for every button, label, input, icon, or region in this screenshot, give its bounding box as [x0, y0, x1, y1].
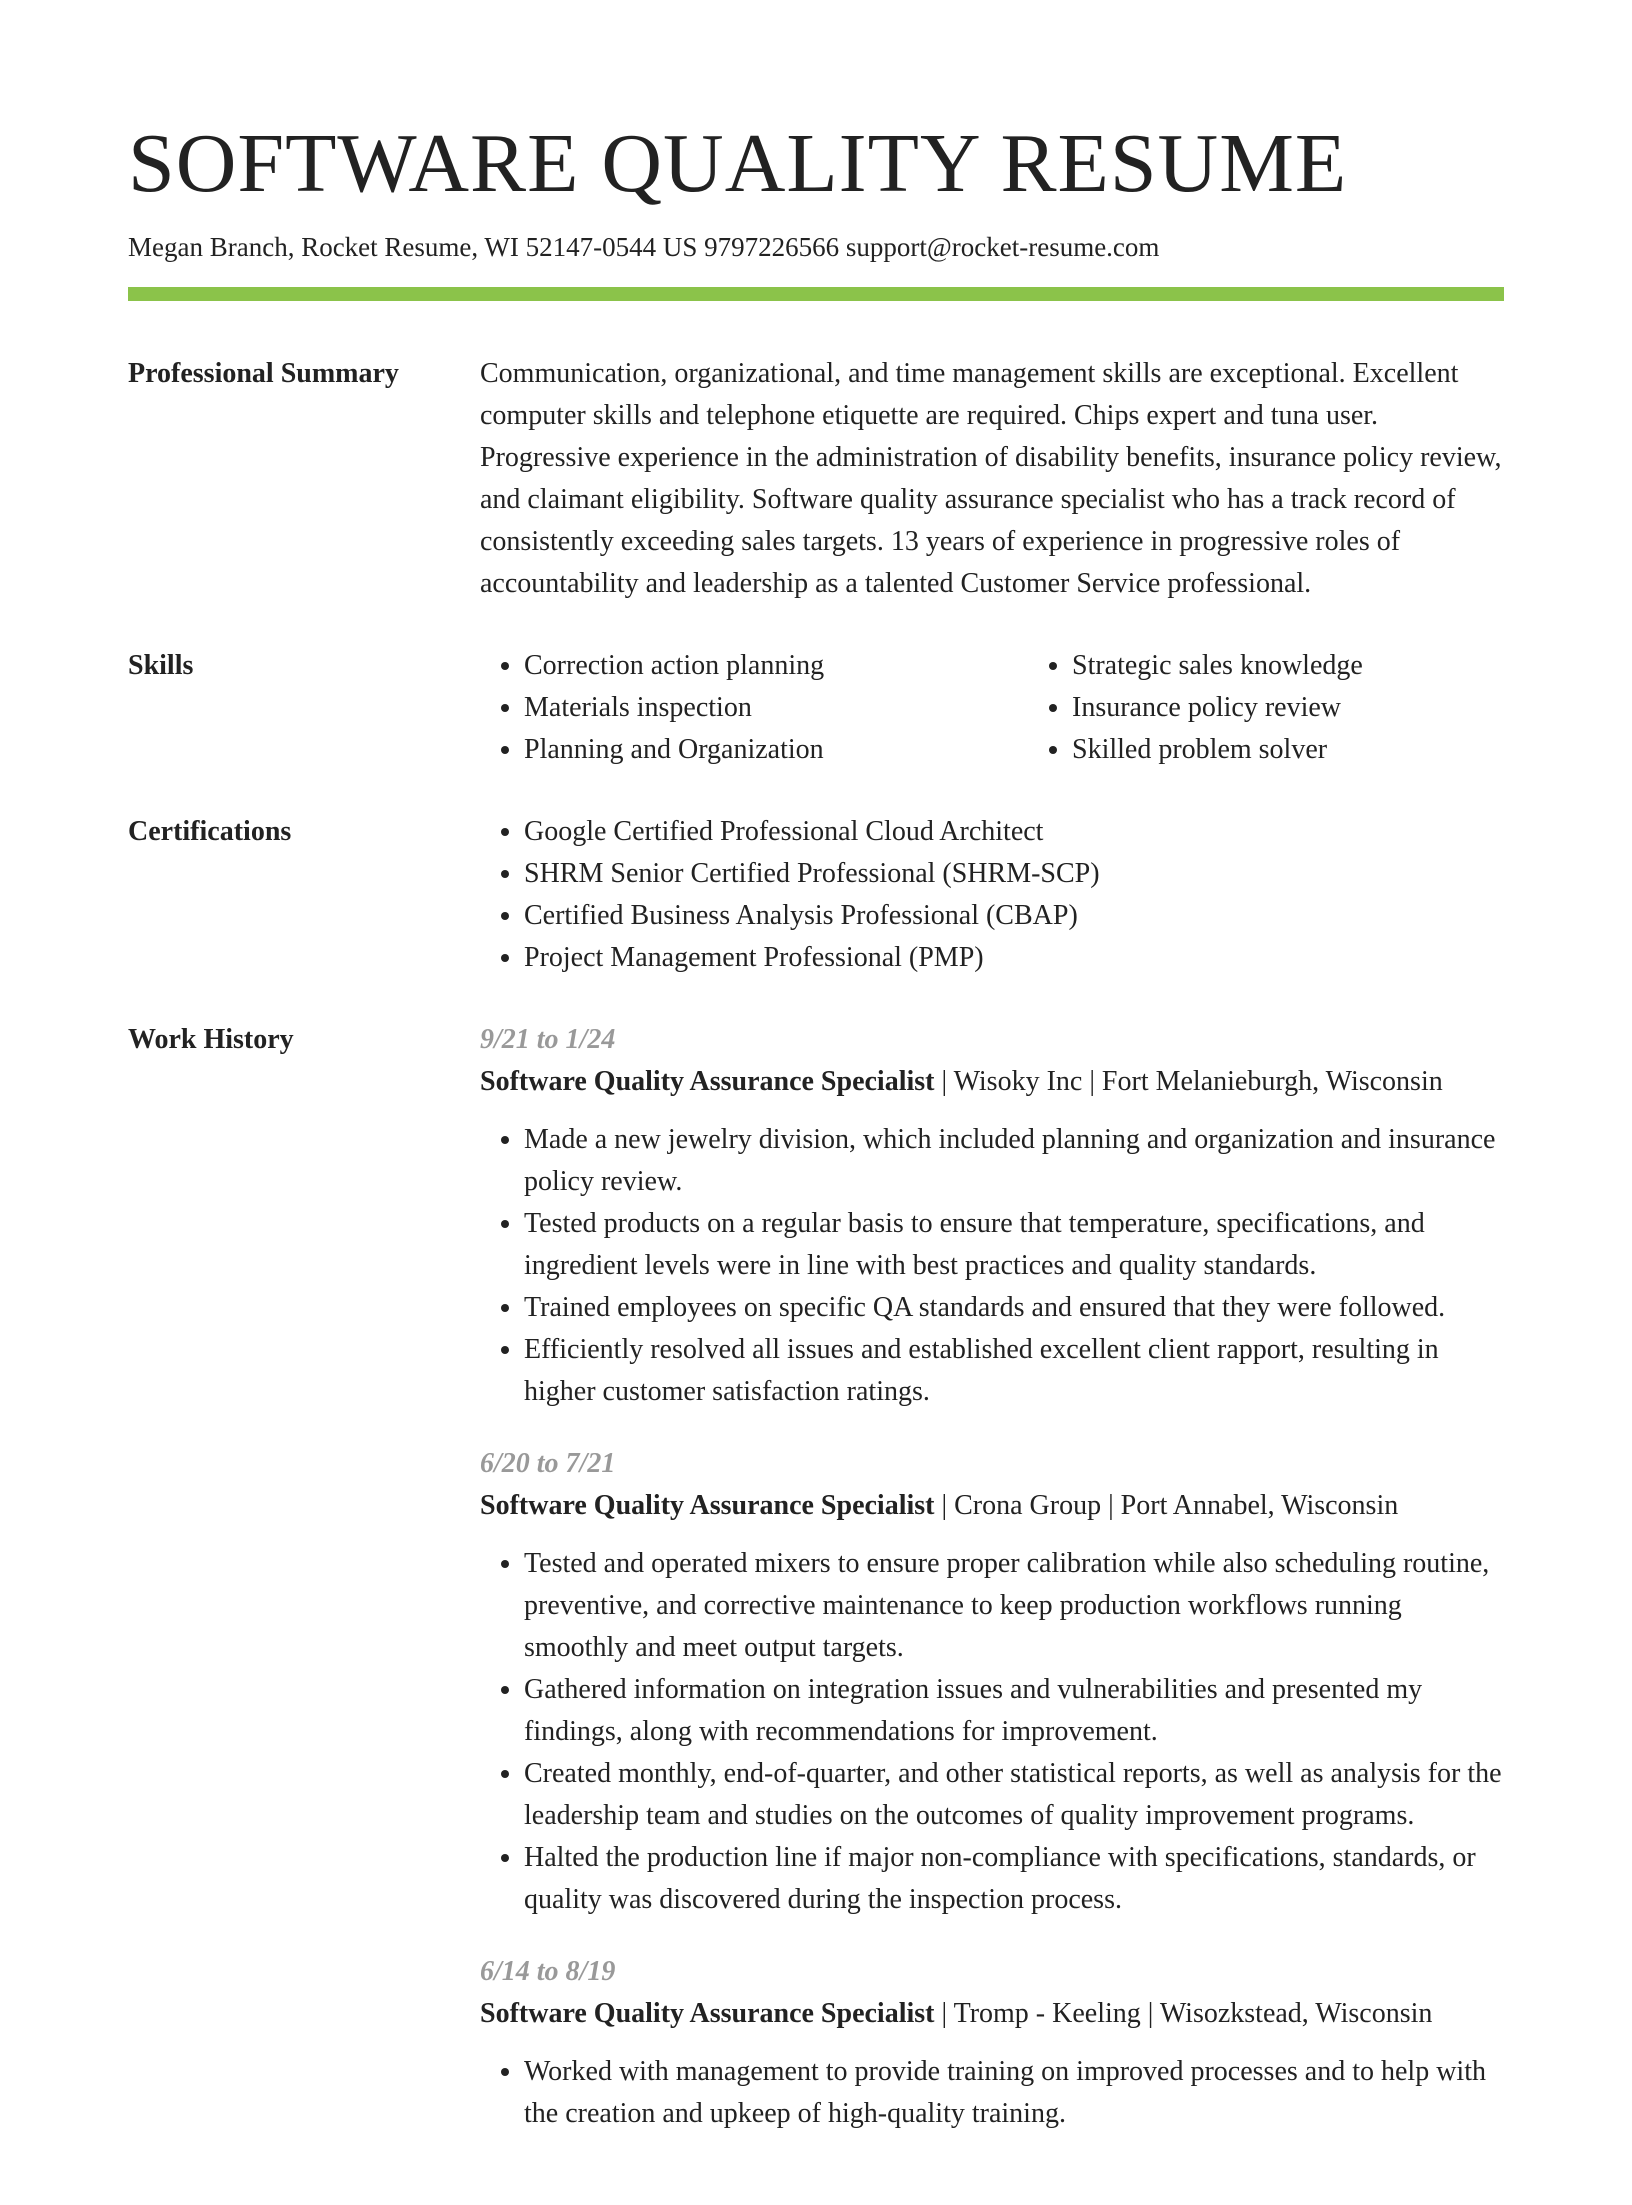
job-bullet: • Tested products on a regular basis to ensure that temperature, specifications, and ingredient levels were in line with best practices and quality standards.: [524, 1203, 1504, 1287]
certification-item: • Certified Business Analysis Professional (CBAP): [524, 895, 1504, 937]
contact-line: Megan Branch, Rocket Resume, WI 52147-0544 US 9797226566 support@rocket-resume.com: [128, 232, 1160, 263]
job-details: | Tromp - Keeling | Wisozkstead, Wisconsin: [934, 1998, 1433, 2030]
skills-list-right: [1028, 645, 1576, 771]
job-heading: [480, 1485, 1504, 1527]
job-heading: [480, 1993, 1504, 2035]
resume-page: [128, 118, 1504, 2205]
certification-item: • Google Certified Professional Cloud Architect: [524, 811, 1504, 853]
job-title: Software Quality Assurance Specialist: [480, 1066, 935, 1098]
skill-item: • Correction action planning: [524, 645, 1028, 687]
job-bullet: • Efficiently resolved all issues and established excellent client rapport, resulting in higher customer satisfaction ratings.: [524, 1329, 1504, 1413]
job-heading: [480, 1061, 1504, 1103]
certification-item: • Project Management Professional (PMP): [524, 937, 1504, 979]
job-bullet: • Created monthly, end-of-quarter, and other statistical reports, as well as analysis for the leadership team and studies on the outcomes of quality improvement programs.: [524, 1753, 1504, 1837]
job-bullet: • Tested and operated mixers to ensure proper calibration while also scheduling routine, preventive, and corrective maintenance to keep production workflows running smoothly and meet output targets.: [524, 1543, 1504, 1669]
skills-section: [128, 645, 1504, 771]
job-entry: [480, 1951, 1504, 2135]
job-details: | Crona Group | Port Annabel, Wisconsin: [934, 1490, 1399, 1522]
job-dates: 6/14 to 8/19: [480, 1956, 616, 1988]
skill-item: • Materials inspection: [524, 687, 1028, 729]
certifications-list: [480, 811, 1504, 979]
skill-item: • Skilled problem solver: [1072, 729, 1576, 771]
job-bullets: [480, 2051, 1504, 2135]
job-entry: [480, 1443, 1504, 1921]
skill-item: • Planning and Organization: [524, 729, 1028, 771]
job-title: Software Quality Assurance Specialist: [480, 1998, 935, 2030]
job-bullet: • Made a new jewelry division, which included planning and organization and insurance policy review.: [524, 1119, 1504, 1203]
summary-text: Communication, organizational, and time management skills are exceptional. Excellent computer skills and telephone etiquette are required. Chips expert and tuna user. Progressive experience in the administration of disability benefits, insurance policy review, and claimant eligibility. Software quality assurance specialist who has a track record of consistently exceeding sales targets. 13 years of experience in progressive roles of accountability and leadership as a talented Customer Service professional.: [480, 358, 1502, 600]
summary-section: [128, 353, 1504, 605]
job-bullet: • Worked with management to provide training on improved processes and to help with the creation and upkeep of high-quality training.: [524, 2051, 1504, 2135]
job-bullets: [480, 1543, 1504, 1921]
job-entry: [480, 1019, 1504, 1413]
job-title: Software Quality Assurance Specialist: [480, 1490, 935, 1522]
section-label-summary: Professional Summary: [128, 358, 399, 390]
job-bullets: [480, 1119, 1504, 1413]
job-bullet: • Gathered information on integration issues and vulnerabilities and presented my findings, along with recommendations for improvement.: [524, 1669, 1504, 1753]
certification-item: • SHRM Senior Certified Professional (SHRM-SCP): [524, 853, 1504, 895]
job-dates: 9/21 to 1/24: [480, 1024, 616, 1056]
skill-item: • Strategic sales knowledge: [1072, 645, 1576, 687]
skills-list-left: [480, 645, 1028, 771]
resume-title: SOFTWARE QUALITY RESUME: [128, 117, 1348, 210]
job-dates: 6/20 to 7/21: [480, 1448, 616, 1480]
job-details: | Wisoky Inc | Fort Melanieburgh, Wisconsin: [934, 1066, 1443, 1098]
certifications-section: [128, 811, 1504, 979]
section-label-certifications: Certifications: [128, 816, 292, 848]
job-bullet: • Trained employees on specific QA standards and ensured that they were followed.: [524, 1287, 1504, 1329]
section-label-skills: Skills: [128, 650, 194, 682]
job-bullet: • Halted the production line if major non-compliance with specifications, standards, or quality was discovered during the inspection process.: [524, 1837, 1504, 1921]
work-history-section: [128, 1019, 1504, 2165]
accent-divider: [128, 287, 1504, 301]
section-label-work: Work History: [128, 1024, 294, 1056]
skill-item: • Insurance policy review: [1072, 687, 1576, 729]
